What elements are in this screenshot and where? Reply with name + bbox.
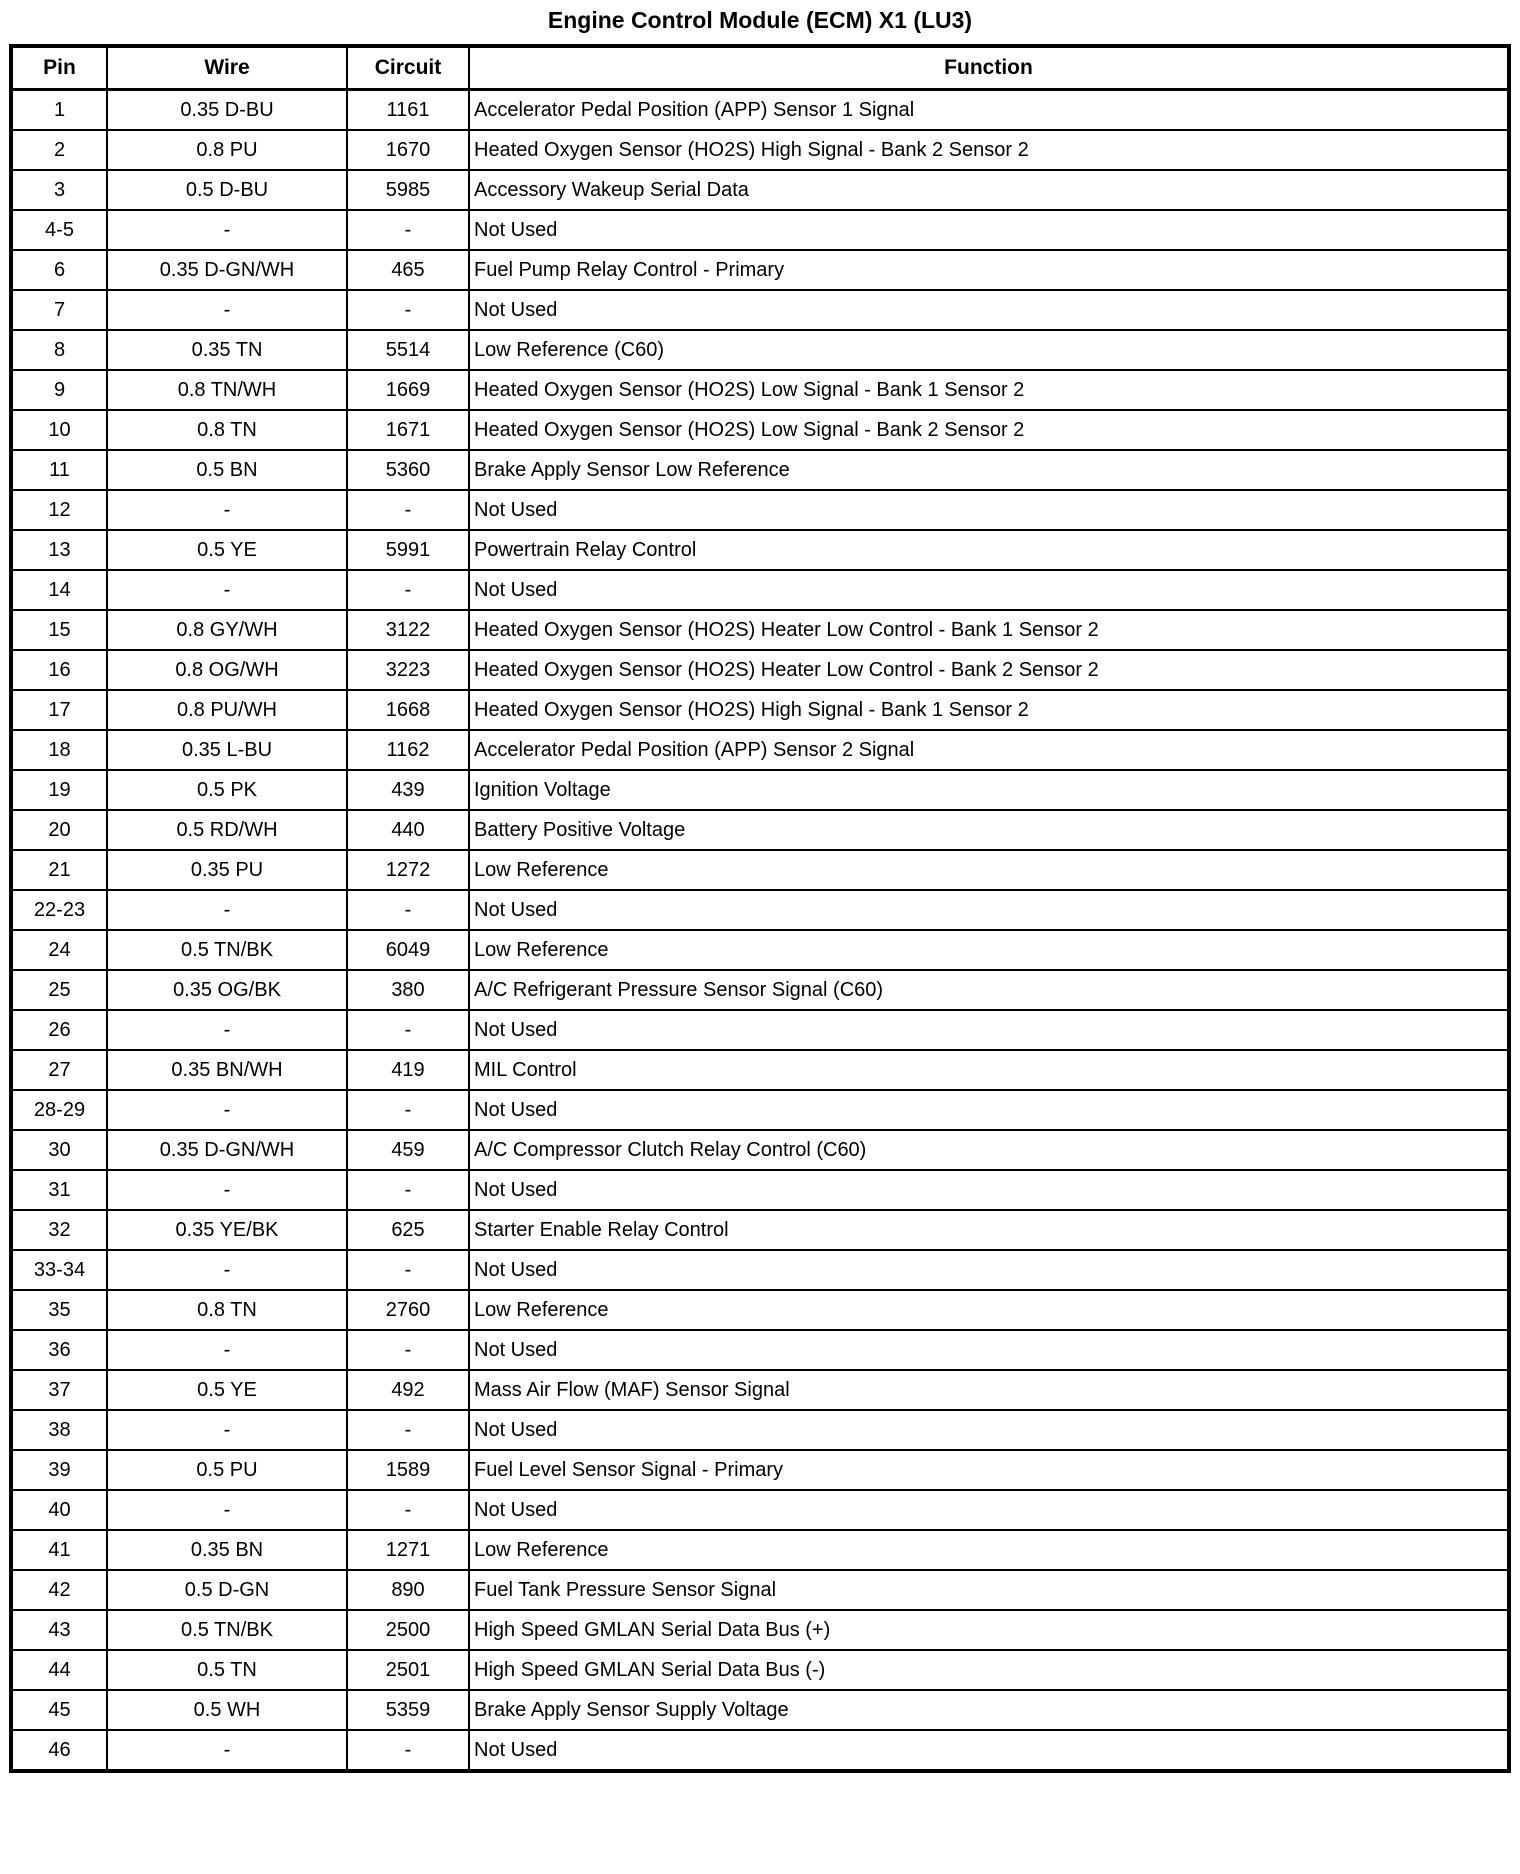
cell-wire: - [107,490,347,530]
cell-function: Heated Oxygen Sensor (HO2S) Heater Low Control - Bank 2 Sensor 2 [469,650,1509,690]
cell-circuit: 5991 [347,530,469,570]
cell-pin: 37 [11,1370,107,1410]
cell-wire: - [107,570,347,610]
cell-circuit: 459 [347,1130,469,1170]
cell-pin: 15 [11,610,107,650]
cell-function: High Speed GMLAN Serial Data Bus (-) [469,1650,1509,1690]
cell-circuit: - [347,1330,469,1370]
cell-wire: 0.5 TN [107,1650,347,1690]
cell-wire: 0.5 YE [107,1370,347,1410]
cell-wire: - [107,1010,347,1050]
cell-wire: - [107,210,347,250]
cell-circuit: 1670 [347,130,469,170]
cell-pin: 1 [11,90,107,131]
header-row [11,46,1509,90]
cell-circuit: 2501 [347,1650,469,1690]
table-row [11,650,1509,690]
cell-function: Accessory Wakeup Serial Data [469,170,1509,210]
table-body [11,90,1509,1772]
cell-pin: 2 [11,130,107,170]
cell-pin: 12 [11,490,107,530]
cell-function: Starter Enable Relay Control [469,1210,1509,1250]
cell-wire: 0.5 TN/BK [107,930,347,970]
cell-function: Not Used [469,290,1509,330]
cell-function: Low Reference [469,1290,1509,1330]
cell-circuit: 5985 [347,170,469,210]
cell-pin: 32 [11,1210,107,1250]
table-row [11,330,1509,370]
cell-pin: 21 [11,850,107,890]
cell-wire: 0.5 PU [107,1450,347,1490]
cell-pin: 28-29 [11,1090,107,1130]
cell-function: Ignition Voltage [469,770,1509,810]
table-row [11,210,1509,250]
cell-pin: 41 [11,1530,107,1570]
table-row [11,1050,1509,1090]
table-row [11,250,1509,290]
cell-circuit: - [347,1410,469,1450]
cell-circuit: 1671 [347,410,469,450]
cell-function: Heated Oxygen Sensor (HO2S) Low Signal - Bank 1 Sensor 2 [469,370,1509,410]
cell-function: High Speed GMLAN Serial Data Bus (+) [469,1610,1509,1650]
cell-pin: 33-34 [11,1250,107,1290]
cell-wire: 0.35 D-BU [107,90,347,131]
table-row [11,930,1509,970]
cell-function: Not Used [469,890,1509,930]
table-row [11,450,1509,490]
cell-circuit: 1669 [347,370,469,410]
cell-function: Fuel Level Sensor Signal - Primary [469,1450,1509,1490]
cell-wire: 0.8 TN/WH [107,370,347,410]
cell-pin: 3 [11,170,107,210]
table-row [11,290,1509,330]
cell-wire: 0.8 TN [107,1290,347,1330]
cell-wire: 0.35 BN [107,1530,347,1570]
cell-pin: 44 [11,1650,107,1690]
cell-circuit: 3122 [347,610,469,650]
cell-circuit: 3223 [347,650,469,690]
cell-wire: - [107,1330,347,1370]
cell-pin: 4-5 [11,210,107,250]
cell-function: Heated Oxygen Sensor (HO2S) Heater Low Control - Bank 1 Sensor 2 [469,610,1509,650]
cell-circuit: 1162 [347,730,469,770]
cell-function: A/C Compressor Clutch Relay Control (C60) [469,1130,1509,1170]
cell-circuit: 5514 [347,330,469,370]
cell-function: MIL Control [469,1050,1509,1090]
table-row [11,730,1509,770]
table-row [11,810,1509,850]
column-header-pin: Pin [11,46,107,90]
cell-circuit: - [347,210,469,250]
cell-wire: - [107,1090,347,1130]
cell-function: Battery Positive Voltage [469,810,1509,850]
cell-pin: 26 [11,1010,107,1050]
cell-pin: 30 [11,1130,107,1170]
cell-function: Heated Oxygen Sensor (HO2S) Low Signal - Bank 2 Sensor 2 [469,410,1509,450]
cell-circuit: - [347,490,469,530]
cell-circuit: 1271 [347,1530,469,1570]
cell-pin: 8 [11,330,107,370]
cell-circuit: 440 [347,810,469,850]
cell-wire: 0.8 OG/WH [107,650,347,690]
cell-function: Not Used [469,1090,1509,1130]
cell-wire: 0.35 OG/BK [107,970,347,1010]
cell-circuit: 5360 [347,450,469,490]
cell-wire: 0.5 D-BU [107,170,347,210]
cell-function: Accelerator Pedal Position (APP) Sensor 2 Signal [469,730,1509,770]
cell-function: Not Used [469,1170,1509,1210]
cell-circuit: 419 [347,1050,469,1090]
cell-function: Brake Apply Sensor Supply Voltage [469,1690,1509,1730]
cell-wire: 0.5 RD/WH [107,810,347,850]
cell-function: Mass Air Flow (MAF) Sensor Signal [469,1370,1509,1410]
table-row [11,130,1509,170]
cell-circuit: 439 [347,770,469,810]
cell-pin: 6 [11,250,107,290]
cell-function: Not Used [469,570,1509,610]
cell-circuit: - [347,1250,469,1290]
cell-circuit: 1589 [347,1450,469,1490]
cell-function: A/C Refrigerant Pressure Sensor Signal (C60) [469,970,1509,1010]
cell-circuit: 2760 [347,1290,469,1330]
table-row [11,90,1509,131]
table-row [11,1530,1509,1570]
table-row [11,370,1509,410]
table-row [11,1010,1509,1050]
cell-wire: - [107,1730,347,1771]
cell-circuit: - [347,1730,469,1771]
cell-pin: 45 [11,1690,107,1730]
cell-pin: 20 [11,810,107,850]
table-row [11,490,1509,530]
cell-circuit: - [347,1490,469,1530]
cell-wire: - [107,290,347,330]
cell-pin: 25 [11,970,107,1010]
cell-function: Not Used [469,1490,1509,1530]
table-row [11,1410,1509,1450]
column-header-circuit: Circuit [347,46,469,90]
cell-circuit: - [347,1090,469,1130]
table-row [11,970,1509,1010]
table-row [11,1490,1509,1530]
cell-wire: 0.5 YE [107,530,347,570]
cell-function: Brake Apply Sensor Low Reference [469,450,1509,490]
table-row [11,530,1509,570]
cell-wire: 0.8 PU/WH [107,690,347,730]
cell-circuit: 1161 [347,90,469,131]
cell-wire: - [107,1410,347,1450]
cell-pin: 36 [11,1330,107,1370]
cell-function: Low Reference [469,850,1509,890]
table-row [11,1330,1509,1370]
table-row [11,410,1509,450]
cell-pin: 42 [11,1570,107,1610]
cell-function: Not Used [469,1330,1509,1370]
cell-circuit: 1272 [347,850,469,890]
cell-circuit: 380 [347,970,469,1010]
cell-function: Heated Oxygen Sensor (HO2S) High Signal - Bank 1 Sensor 2 [469,690,1509,730]
cell-wire: 0.35 D-GN/WH [107,250,347,290]
cell-wire: 0.5 PK [107,770,347,810]
cell-circuit: 465 [347,250,469,290]
table-row [11,1370,1509,1410]
cell-circuit: - [347,570,469,610]
table-row [11,1210,1509,1250]
cell-wire: 0.5 TN/BK [107,1610,347,1650]
cell-pin: 18 [11,730,107,770]
cell-function: Fuel Tank Pressure Sensor Signal [469,1570,1509,1610]
page-title: Engine Control Module (ECM) X1 (LU3) [547,7,973,33]
cell-pin: 14 [11,570,107,610]
cell-circuit: 2500 [347,1610,469,1650]
table-row [11,690,1509,730]
cell-wire: 0.35 D-GN/WH [107,1130,347,1170]
cell-wire: - [107,1170,347,1210]
cell-circuit: 625 [347,1210,469,1250]
cell-circuit: - [347,890,469,930]
cell-wire: - [107,1490,347,1530]
cell-pin: 11 [11,450,107,490]
cell-circuit: - [347,1010,469,1050]
table-row [11,610,1509,650]
table-row [11,1650,1509,1690]
cell-pin: 40 [11,1490,107,1530]
cell-pin: 9 [11,370,107,410]
cell-function: Heated Oxygen Sensor (HO2S) High Signal - Bank 2 Sensor 2 [469,130,1509,170]
cell-wire: - [107,1250,347,1290]
ecm-pinout-table [9,44,1511,1773]
cell-circuit: 6049 [347,930,469,970]
cell-function: Not Used [469,1250,1509,1290]
cell-function: Accelerator Pedal Position (APP) Sensor 1 Signal [469,90,1509,131]
cell-pin: 22-23 [11,890,107,930]
cell-wire: 0.35 BN/WH [107,1050,347,1090]
cell-pin: 31 [11,1170,107,1210]
cell-pin: 35 [11,1290,107,1330]
cell-pin: 39 [11,1450,107,1490]
cell-circuit: 5359 [347,1690,469,1730]
cell-function: Not Used [469,1410,1509,1450]
cell-circuit: - [347,1170,469,1210]
cell-circuit: 492 [347,1370,469,1410]
cell-pin: 10 [11,410,107,450]
cell-function: Fuel Pump Relay Control - Primary [469,250,1509,290]
cell-wire: 0.8 GY/WH [107,610,347,650]
cell-pin: 38 [11,1410,107,1450]
cell-function: Not Used [469,1730,1509,1771]
cell-wire: 0.35 PU [107,850,347,890]
table-row [11,570,1509,610]
cell-circuit: 890 [347,1570,469,1610]
table-row [11,890,1509,930]
table-row [11,1170,1509,1210]
table-row [11,1090,1509,1130]
table-row [11,1730,1509,1771]
table-row [11,1450,1509,1490]
cell-pin: 7 [11,290,107,330]
cell-pin: 46 [11,1730,107,1771]
cell-pin: 19 [11,770,107,810]
column-header-wire: Wire [107,46,347,90]
table-row [11,850,1509,890]
cell-pin: 27 [11,1050,107,1090]
cell-circuit: - [347,290,469,330]
cell-wire: 0.5 BN [107,450,347,490]
cell-function: Powertrain Relay Control [469,530,1509,570]
cell-pin: 43 [11,1610,107,1650]
cell-circuit: 1668 [347,690,469,730]
cell-wire: 0.35 L-BU [107,730,347,770]
table-row [11,1690,1509,1730]
cell-wire: 0.35 TN [107,330,347,370]
table-row [11,1130,1509,1170]
column-header-function: Function [469,46,1509,90]
cell-wire: 0.5 WH [107,1690,347,1730]
cell-function: Low Reference (C60) [469,330,1509,370]
cell-pin: 13 [11,530,107,570]
cell-wire: 0.8 PU [107,130,347,170]
table-row [11,1570,1509,1610]
cell-wire: 0.35 YE/BK [107,1210,347,1250]
table-row [11,170,1509,210]
cell-wire: 0.5 D-GN [107,1570,347,1610]
cell-function: Low Reference [469,1530,1509,1570]
table-row [11,1250,1509,1290]
cell-wire: 0.8 TN [107,410,347,450]
cell-function: Not Used [469,490,1509,530]
cell-function: Low Reference [469,930,1509,970]
cell-wire: - [107,890,347,930]
cell-function: Not Used [469,1010,1509,1050]
cell-function: Not Used [469,210,1509,250]
cell-pin: 16 [11,650,107,690]
cell-pin: 17 [11,690,107,730]
table-row [11,770,1509,810]
table-row [11,1290,1509,1330]
cell-pin: 24 [11,930,107,970]
table-row [11,1610,1509,1650]
